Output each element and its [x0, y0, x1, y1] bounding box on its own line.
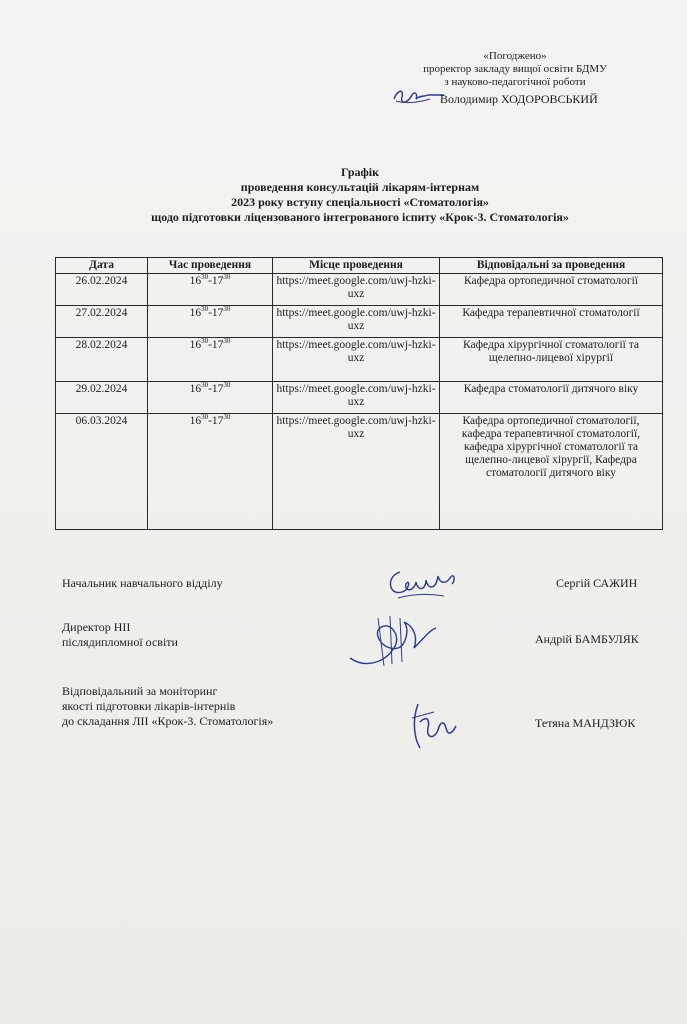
heading-title: Графік	[340, 165, 380, 179]
heading-line-4: щодо підготовки ліцензованого інтегрованого іспиту «Крок-3. Стоматологія»	[151, 210, 569, 224]
cell-place-link[interactable]: https://meet.google.com/uwj-hzki-uxz	[273, 382, 440, 414]
cell-place-link[interactable]: https://meet.google.com/uwj-hzki-uxz	[273, 414, 440, 530]
approval-heading: «Погоджено»	[483, 50, 547, 62]
heading-line-2: проведення консультацій лікарям-інтернам	[240, 180, 480, 194]
cell-responsible: Кафедра терапевтичної стоматології	[440, 306, 663, 338]
approval-role: з науково-педагогічної роботи	[444, 76, 586, 88]
table-row	[56, 414, 663, 530]
signature-1-name: Сергій САЖИН	[556, 576, 638, 590]
cell-place-link[interactable]: https://meet.google.com/uwj-hzki-uxz	[273, 306, 440, 338]
cell-responsible: Кафедра ортопедичної стоматології, кафедра терапевтичної стоматології, кафедра хірургічної стоматології та щелепно-лицевої хірургії, Кафедра стоматології дитячого віку	[440, 414, 663, 530]
signature-2-title: Директор НІІ післядипломної освіти	[62, 620, 178, 649]
table-header-row	[56, 258, 663, 274]
signature-1-title: Начальник навчального відділу	[62, 576, 223, 590]
approval-block	[380, 50, 650, 107]
table-row	[56, 306, 663, 338]
table-row	[56, 274, 663, 306]
header-place: Місце проведення	[273, 258, 440, 274]
cell-time: $16^{30}-17^{30}$	[148, 306, 273, 338]
cell-date: 06.03.2024	[56, 414, 148, 530]
cell-date: 27.02.2024	[56, 306, 148, 338]
cell-date: 29.02.2024	[56, 382, 148, 414]
cell-time: $16^{30}-17^{30}$	[148, 338, 273, 382]
document-heading	[60, 165, 660, 225]
header-date: Дата	[56, 258, 148, 274]
header-responsible: Відповідальні за проведення	[440, 258, 663, 274]
header-time: Час проведення	[148, 258, 273, 274]
signature-2-icon	[344, 608, 444, 674]
cell-responsible: Кафедра ортопедичної стоматології	[440, 274, 663, 306]
approval-position: проректор закладу вищої освіти БДМУ	[423, 63, 607, 75]
cell-responsible: Кафедра хірургічної стоматології та щелепно-лицевої хірургії	[440, 338, 663, 382]
signature-1-icon	[380, 562, 460, 608]
approval-signature-line	[380, 91, 650, 107]
signature-2-name: Андрій БАМБУЛЯК	[535, 632, 639, 646]
cell-responsible: Кафедра стоматології дитячого віку	[440, 382, 663, 414]
table-row	[56, 382, 663, 414]
signature-3-name: Тетяна МАНДЗЮК	[535, 716, 636, 730]
cell-date: 26.02.2024	[56, 274, 148, 306]
cell-time: $16^{30}-17^{30}$	[148, 274, 273, 306]
cell-time: $16^{30}-17^{30}$	[148, 414, 273, 530]
cell-place-link[interactable]: https://meet.google.com/uwj-hzki-uxz	[273, 338, 440, 382]
cell-place-link[interactable]: https://meet.google.com/uwj-hzki-uxz	[273, 274, 440, 306]
signature-3-title: Відповідальний за моніторинг якості підготовки лікарів-інтернів до складання ЛІІ «Крок-3. Стоматологія»	[62, 684, 274, 728]
table-row	[56, 338, 663, 382]
cell-time: $16^{30}-17^{30}$	[148, 382, 273, 414]
heading-line-3: 2023 року вступу спеціальності «Стоматологія»	[231, 195, 489, 209]
cell-date: 28.02.2024	[56, 338, 148, 382]
signature-3-icon	[404, 698, 464, 754]
schedule-table	[55, 257, 663, 530]
approval-name: Володимир ХОДОРОВСЬКИЙ	[440, 92, 598, 106]
